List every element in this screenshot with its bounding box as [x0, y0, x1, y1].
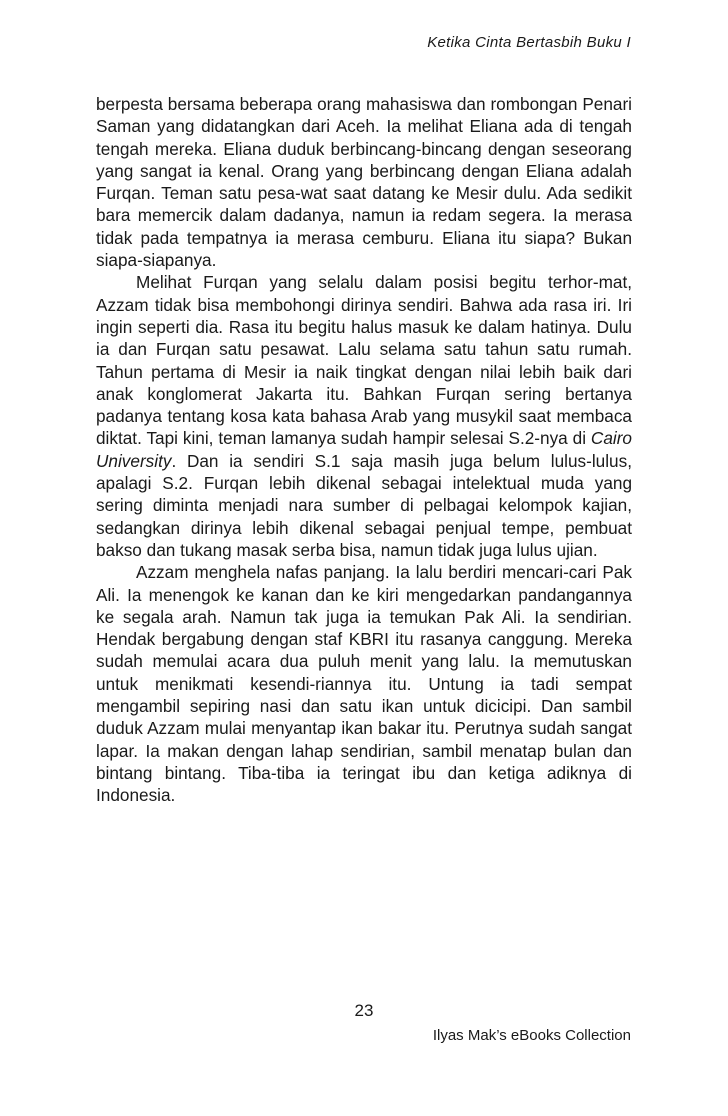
body-text — [96, 93, 632, 807]
paragraph-1: berpesta bersama beberapa orang mahasiswa dan rombongan Penari Saman yang didatangkan dari Aceh. Ia melihat Eliana ada di tengah tengah mereka. Eliana duduk berbincang-bincang dengan seseorang yang sangat ia kenal. Orang yang berbincang dengan Eliana adalah Furqan. Teman satu pesa-wat saat datang ke Mesir dulu. Ada sedikit bara memercik dalam dadanya, namun ia redam segera. Ia merasa tidak pada tempatnya ia merasa cemburu. Eliana itu siapa? Bukan siapa-siapanya. — [96, 94, 632, 271]
running-header: Ketika Cinta Bertasbih Buku I — [427, 34, 631, 51]
paragraph-2 — [96, 271, 632, 561]
page-number: 23 — [354, 1001, 374, 1020]
paragraph-2-part-1: Melihat Furqan yang selalu dalam posisi begitu terhor-mat, Azzam tidak bisa membohongi dirinya sendiri. Bahwa ada rasa iri. Iri ingin seperti dia. Rasa itu begitu halus masuk ke dalam hatinya. Dulu ia dan Furqan satu pesawat. Lalu selama satu tahun satu rumah. Tahun pertama di Mesir ia naik tingkat dengan nilai lebih baik dari anak konglomerat Jakarta itu. Bahkan Furqan sering bertanya padanya tentang kosa kata bahasa Arab yang musykil saat membaca diktat. Tapi kini, teman lamanya sudah hampir selesai S.2-nya di — [96, 272, 632, 449]
paragraph-3: Azzam menghela nafas panjang. Ia lalu berdiri mencari-cari Pak Ali. Ia menengok ke kanan dan ke kiri mengedarkan pandangannya ke segala arah. Namun tak juga ia temukan Pak Ali. Ia sendirian. Hendak bergabung dengan staf KBRI itu rasanya canggung. Mereka sudah memulai acara dua puluh menit yang lalu. Ia memutuskan untuk menikmati kesendi-riannya itu. Untung ia tadi sempat mengambil sepiring nasi dan satu ikan untuk dicicipi. Dan sambil duduk Azzam mulai menyantap ikan bakar itu. Perutnya sudah sangat lapar. Ia makan dengan lahap sendirian, sambil menatap bulan dan bintang bintang. Tiba-tiba ia teringat ibu dan ketiga adiknya di Indonesia. — [96, 562, 632, 806]
paragraph-2-italic-name: Cairo University — [96, 428, 632, 471]
paragraph-2-part-2: . Dan ia sendiri S.1 saja masih juga belum lulus-lulus, apalagi S.2. Furqan lebih dikenal sebagai intelektual muda yang sering diminta menjadi nara sumber di pelbagai kelompok kajian, sedangkan dirinya lebih dikenal sebagai penjual tempe, pembuat bakso dan tukang masak serba bisa, namun tidak juga lulus ujian. — [96, 450, 632, 560]
collection-credit: Ilyas Mak’s eBooks Collection — [432, 1027, 631, 1044]
